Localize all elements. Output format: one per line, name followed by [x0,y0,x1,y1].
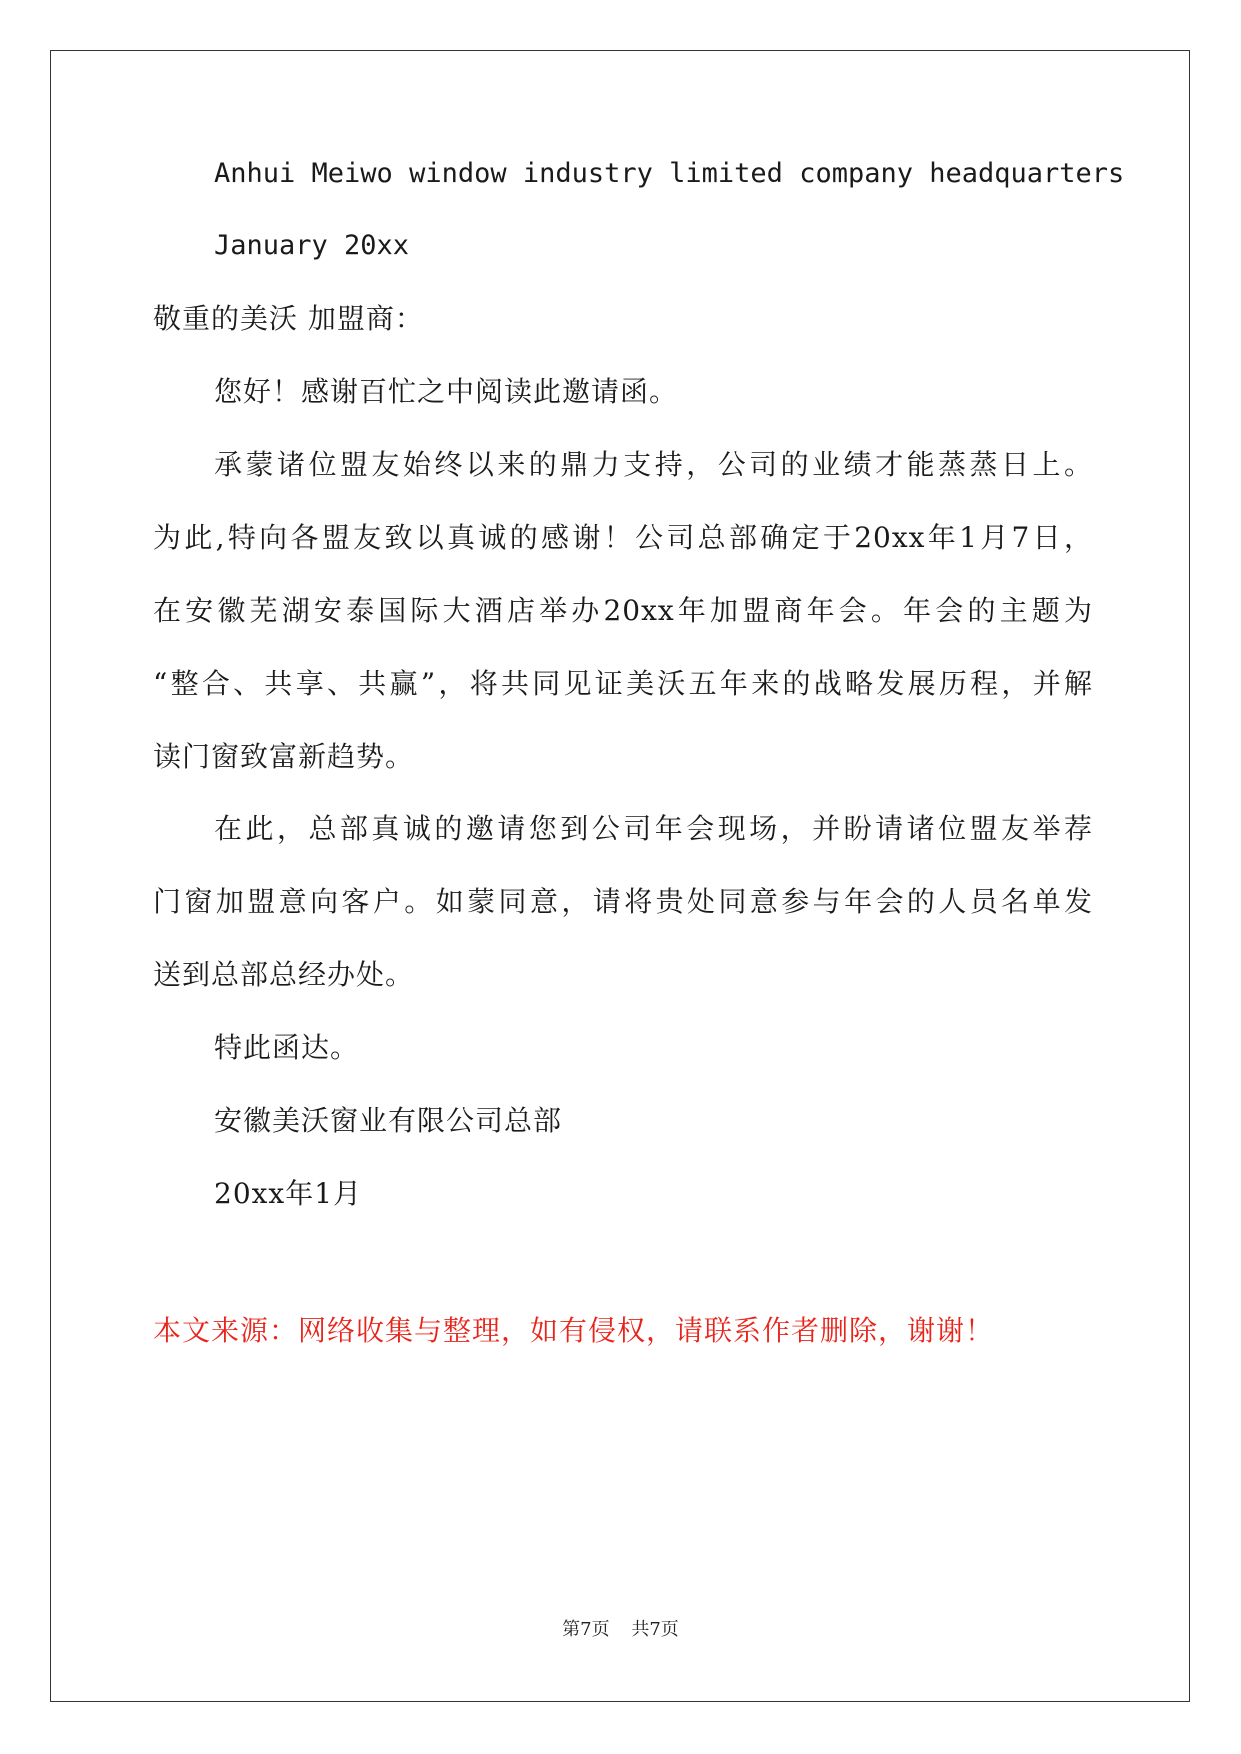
page-border [50,50,1190,1702]
source-notice: 本文来源：网络收集与整理，如有侵权，请联系作者删除，谢谢！ [153,1314,995,1347]
paragraph-line: 承蒙诸位盟友始终以来的鼎力支持，公司的业绩才能蒸蒸日上。 [214,448,1093,481]
page-number-current: 第7页 [562,1619,610,1640]
english-company-name: Anhui Meiwo window industry limited company headquarters [214,158,1125,189]
paragraph-line: 门窗加盟意向客户。如蒙同意，请将贵处同意参与年会的人员名单发 [153,885,1093,918]
salutation: 敬重的美沃 加盟商： [153,302,424,335]
paragraph-line: 在此，总部真诚的邀请您到公司年会现场，并盼请诸位盟友举荐 [214,812,1093,845]
paragraph-line: 送到总部总经办处。 [153,958,415,991]
paragraph-line: 为此,特向各盟友致以真诚的感谢！公司总部确定于20xx年1月7日， [153,521,1093,554]
paragraph-line: 读门窗致富新趋势。 [153,740,415,773]
paragraph-line: 在安徽芜湖安泰国际大酒店举办20xx年加盟商年会。年会的主题为 [153,594,1093,627]
signature: 安徽美沃窗业有限公司总部 [214,1104,563,1137]
page-number-total: 共7页 [631,1619,679,1640]
closing: 特此函达。 [214,1031,360,1064]
page-footer [0,1618,1241,1642]
english-date: January 20xx [214,230,410,261]
letter-date: 20xx年1月 [214,1177,363,1210]
paragraph-line: “整合、共享、共赢”，将共同见证美沃五年来的战略发展历程，并解 [153,667,1093,700]
greeting: 您好！感谢百忙之中阅读此邀请函。 [214,375,679,408]
